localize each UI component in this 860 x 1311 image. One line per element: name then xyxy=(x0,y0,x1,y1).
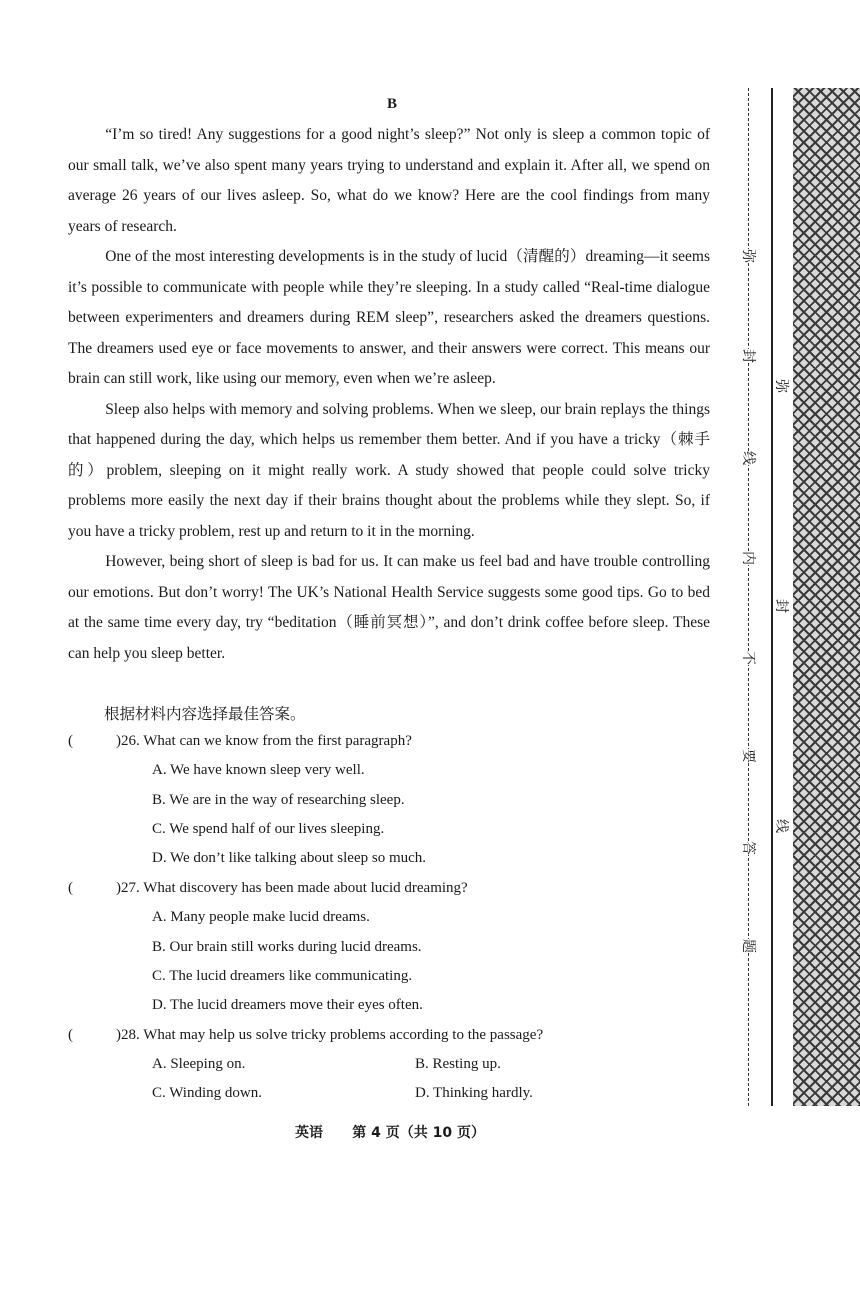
option-a: A. Many people make lucid dreams. xyxy=(152,909,370,925)
option-b: B. Resting up. xyxy=(415,1056,501,1072)
option-a: A. We have known sleep very well. xyxy=(152,762,365,778)
option-b: B. Our brain still works during lucid dreams. xyxy=(152,939,422,955)
option-d: D. Thinking hardly. xyxy=(415,1085,533,1101)
question-stem: )28. What may help us solve tricky problems according to the passage? xyxy=(116,1027,544,1043)
question-stem: )27. What discovery has been made about lucid dreaming? xyxy=(116,880,468,896)
page-number: 第 4 页（共 10 页） xyxy=(352,1125,485,1141)
option-c: C. Winding down. xyxy=(152,1085,262,1101)
subject-label: 英语 xyxy=(295,1125,323,1141)
seal-char: 题 xyxy=(740,939,756,953)
option-a: A. Sleeping on. xyxy=(152,1056,246,1072)
answer-blank[interactable]: ( xyxy=(68,1027,73,1043)
binding-solid-line xyxy=(771,88,773,1106)
passage-paragraph: One of the most interesting developments is in the study of lucid（清醒的）dreaming—it seems it’s possible to communicate with people while they’re sleeping. In a study called “Real-time dialogue between experimenters and dreamers during REM sleep”, researchers asked the dreamers questions. The dreamers used eye or face movements to answer, and their answers were correct. This means our brain can still work, like using our memory, even when we’re asleep. xyxy=(68,248,710,387)
option-c: C. We spend half of our lives sleeping. xyxy=(152,821,385,837)
reading-passage xyxy=(68,120,710,669)
seal-char: 答 xyxy=(740,841,756,855)
seal-char: 封 xyxy=(773,599,789,613)
binding-dashed-line xyxy=(748,88,749,1106)
option-d: D. The lucid dreamers move their eyes often. xyxy=(152,997,423,1013)
section-title: B xyxy=(386,96,397,112)
seal-char: 线 xyxy=(740,451,756,465)
seal-char: 要 xyxy=(740,749,756,763)
seal-char: 弥 xyxy=(773,379,789,393)
passage-paragraph: “I’m so tired! Any suggestions for a good night’s sleep?” Not only is sleep a common topic of our small talk, we’ve also spent many years trying to understand and explain it. After all, we spend on average 26 years of our lives asleep. So, what do we know? Here are the cool findings from many years of research. xyxy=(68,126,710,235)
security-pattern xyxy=(793,88,860,1106)
question-stem: )26. What can we know from the first paragraph? xyxy=(116,733,412,749)
passage-paragraph: Sleep also helps with memory and solving problems. When we sleep, our brain replays the things that happened during the day, which helps us remember them better. And if you have a tricky（棘手的）problem, sleeping on it might really work. A study showed that people could solve tricky problems more easily the next day if their brains thought about the problems while they slept. So, if you have a tricky problem, rest up and return to it in the morning. xyxy=(68,400,710,540)
seal-char: 不 xyxy=(740,651,756,665)
answer-blank[interactable]: ( xyxy=(68,880,73,896)
page-footer xyxy=(295,1122,485,1142)
option-c: C. The lucid dreamers like communicating. xyxy=(152,968,413,984)
answer-blank[interactable]: ( xyxy=(68,733,73,749)
question-instruction: 根据材料内容选择最佳答案。 xyxy=(104,705,306,723)
seal-char: 内 xyxy=(740,551,756,565)
seal-char: 封 xyxy=(740,349,756,363)
option-b: B. We are in the way of researching sleep. xyxy=(152,792,405,808)
seal-char: 线 xyxy=(773,819,789,833)
seal-char: 弥 xyxy=(740,249,756,263)
passage-paragraph: However, being short of sleep is bad for us. It can make us feel bad and have trouble controlling our emotions. But don’t worry! The UK’s National Health Service suggests some good tips. Go to bed at the same time every day, try “beditation（睡前冥想）”, and don’t drink coffee before sleep. These can help you sleep better. xyxy=(68,553,710,662)
option-d: D. We don’t like talking about sleep so much. xyxy=(152,850,427,866)
